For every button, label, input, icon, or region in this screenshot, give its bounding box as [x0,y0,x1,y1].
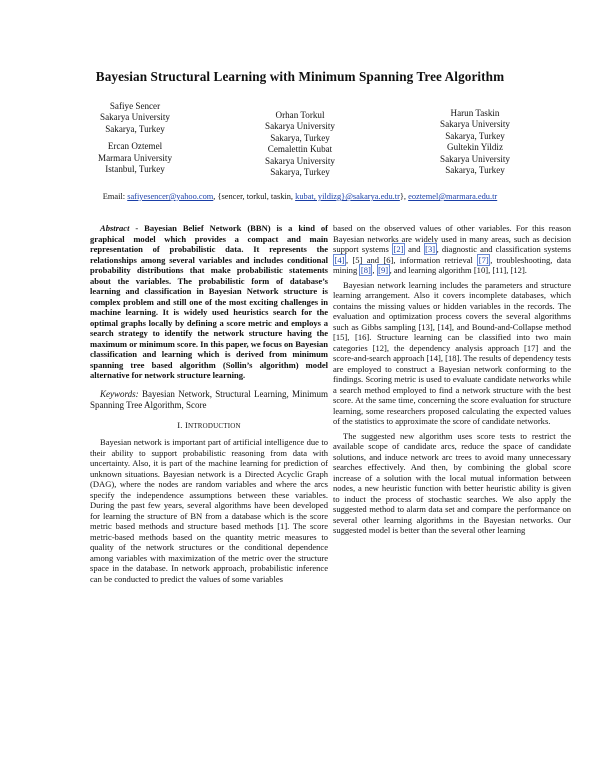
email-line [40,192,560,201]
author-line: Ercan Oztemel [107,141,163,152]
keywords-label: Keywords: [100,388,139,399]
abstract-text: - Bayesian Belief Network (BBN) is a kind of graphical model which provides a compact and main representation of probabilistic data. It represents the relationships among several variables and includes conditional probability distributions that make probabilistic statements about the variables. The probabilistic form of database’s learning and classification in Bayesian Network structure is complex problem and still one of the most exciting challenges in machine learning. It is widely used heuristics search for the optimal graphs locally by defining a score metric and employs a search strategy to identify the network structure having the maximum or minimum score. In this paper, we focus on Bayesian classification and learning which is derived from minimum spanning tree based algorithm (Sollin’s algorithm) model alternative for network structure learning. [90,223,328,380]
author-line: Marmara University [98,152,172,163]
right-paragraph: The suggested new algorithm uses score tests to restrict the available scope of candidate arcs, reduce the space of candidate solutions, and induce network arc trees to avoid many unnecessary searches effectively. And then, by combining the global score increase of a solution with the local mutual information between nodes, a new heuristic function with better heuristic ability is given to induct the process of stochastic searches. We also apply the suggested method to alarm data set and compare the performance on several other learning algorithms in the Bayesian networks. Our suggested model is better than the several other learning [333,430,571,535]
author-line: Sakarya, Turkey [270,167,330,178]
citation-link[interactable]: [9] [378,265,389,275]
section-name-rest: NTRODUCTION [188,421,241,430]
email-label: Email: [102,192,128,201]
right-paragraph: Bayesian network learning includes the parameters and structure learning arrangement. Also it covers incomplete databases, which contains the missing values or hidden variables in the records. The evaluation and optimization process covers the several algorithms such as Gibbs sampling [13], [14], and Bound-and-Collapse method [15], [16]. Structure learning can be classified into two main categories [12], the dependency analysis approach [17] and the score-and-search approach [14], [18]. The results of dependency tests are employed to construct a Bayesian network conforming to the findings. Scoring metric is used to evaluate candidate networks while a search method employed to find a network structure with the best score. At the same time, concerning the score evaluation for structure learning, some researchers proposed calculating the expected values of the statistics to approximate the score of candidate networks. [333,279,571,426]
text-run: and [404,244,424,254]
left-column [90,223,328,584]
email-link-sencer[interactable]: safiyesencer@yahoo.com [127,192,214,201]
intro-paragraph: Bayesian network is important part of artificial intelligence due to their ability to support probabilistic reasoning from data with uncertainty. Also, it is part of the machine learning for prediction of unknown situations. Bayesian network is a Directed Acyclic Graph (DAG), where the nodes are random variables and where the arcs specify the independence assumptions between these variables. During the past few years, several algorithms have been developed for learning the structure of BN from a database which is the score metric based methods and structure based methods [1]. The score metric-based methods based on the quantity metric measures to quality of the network structures or the conditional dependence among variables with maximization of the metric over the structure space in the database. In network approach, probabilistic inference can be conducted to predict the values of some variables [90,437,328,584]
author-block-left [70,101,200,175]
author-line: Sakarya, Turkey [445,165,505,176]
citation-link[interactable]: [3] [425,244,436,254]
email-link-oztemel[interactable]: eoztemel@marmara.edu.tr [408,192,498,201]
text-run: , diagnostic and classification systems [436,244,571,254]
author-line: Istanbul, Turkey [105,164,165,175]
author-line: Sakarya, Turkey [445,130,505,141]
abstract-label: Abstract [100,223,130,233]
author-line: Harun Taskin [450,108,500,118]
author-line: Orhan Torkul [275,110,325,120]
author-line: Sakarya University [440,153,510,164]
email-text: , {sencer, torkul, taskin, [213,192,296,201]
email-text: }, [399,192,409,201]
text-run: based on the observed values of other variables. For this reason Bayesian networks are widely used in many areas, such as decision support systems [333,223,571,254]
keywords-text: Bayesian Network, Structural Learning, Minimum Spanning Tree Algorithm, Score [90,388,328,410]
citation-link[interactable]: [4] [334,254,345,265]
section-heading-introduction [90,420,328,432]
email-link-sakarya[interactable]: kubat, yildizg}@sakarya.edu.tr [295,192,400,201]
author-line: Gultekin Yildiz [447,142,503,153]
author-line: Sakarya, Turkey [270,132,330,143]
citation-link[interactable]: [8] [360,265,371,275]
author-line: Sakarya University [100,112,170,123]
section-number: I. [177,419,183,430]
author-line: Sakarya University [440,119,510,130]
author-line: Sakarya University [265,121,335,132]
author-line: Sakarya University [265,155,335,166]
right-column [333,223,571,536]
author-block-right [410,108,540,176]
author-block-center [235,106,365,178]
author-line: Safiye Sencer [109,101,161,111]
author-line: Cemalettin Kubat [267,144,333,155]
keywords [90,389,328,411]
text-run: , [372,265,377,275]
text-run: , troubleshooting, data mining [333,254,571,275]
section-name-first: I [184,419,189,430]
text-run: , [5] and [6], information retrieval [345,254,478,265]
text-run: , and learning algorithm [10], [11], [12]. [389,265,527,275]
author-line: Sakarya, Turkey [105,123,165,134]
citation-link[interactable]: [2] [393,244,404,254]
citation-link[interactable]: [7] [478,254,489,265]
paper-title: Bayesian Structural Learning with Minimum Spanning Tree Algorithm [95,69,505,84]
abstract [90,223,328,381]
right-paragraph-continuation [333,223,571,276]
